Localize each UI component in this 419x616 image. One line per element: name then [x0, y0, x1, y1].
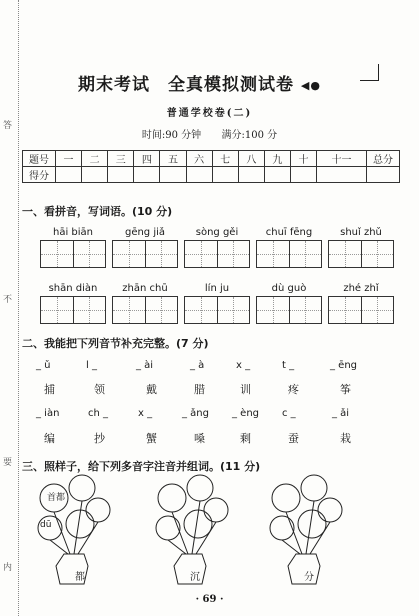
- hanzi-char: 抄: [94, 432, 105, 445]
- hanzi-char: 嗓: [194, 432, 205, 445]
- section-3-heading: 三、照样子，给下列多音字注音并组词。(11 分): [22, 460, 261, 473]
- pinyin-label: shuǐ zhǔ: [340, 227, 382, 238]
- pinyin-label: zhān chū: [122, 283, 168, 294]
- score-input-cell[interactable]: [56, 167, 82, 183]
- score-input-cell[interactable]: [238, 167, 264, 183]
- polyphone-char: 沉: [190, 572, 200, 583]
- pinyin-label: gēng jiǎ: [124, 227, 166, 238]
- table-cell: 总分: [367, 151, 400, 167]
- table-cell: 七: [212, 151, 238, 167]
- binding-mark: 内: [3, 563, 13, 573]
- section-1-heading: 一、看拼音，写词语。(10 分): [22, 205, 173, 218]
- score-input-cell[interactable]: [317, 167, 367, 183]
- page-number: · 69 ·: [195, 594, 224, 605]
- flower-vase-illustration: [30, 474, 114, 590]
- table-cell: 四: [134, 151, 160, 167]
- table-cell: 二: [82, 151, 108, 167]
- table-cell: 十一: [317, 151, 367, 167]
- syllable-blank[interactable]: _ à: [190, 360, 205, 371]
- table-cell: 一: [56, 151, 82, 167]
- writing-grid[interactable]: [40, 240, 106, 268]
- syllable-blank[interactable]: _ ǎng: [182, 408, 209, 419]
- bullet-icon: ◀●: [300, 79, 321, 92]
- pinyin-label: lín ju: [204, 283, 230, 294]
- score-input-cell[interactable]: [160, 167, 186, 183]
- hanzi-char: 训: [240, 383, 251, 396]
- syllable-blank[interactable]: _ ēng: [330, 360, 358, 371]
- binding-margin: [2, 0, 19, 616]
- table-row: [23, 167, 400, 183]
- syllable-blank[interactable]: _ ǎi: [332, 408, 350, 419]
- score-input-cell[interactable]: [212, 167, 238, 183]
- writing-grid[interactable]: [112, 240, 178, 268]
- writing-grid[interactable]: [40, 296, 106, 324]
- hanzi-char: 蟹: [146, 432, 157, 445]
- writing-grid[interactable]: [328, 240, 394, 268]
- subtitle: 普通学校卷(二): [166, 108, 253, 119]
- hanzi-char: 戴: [146, 383, 157, 396]
- table-cell: 八: [238, 151, 264, 167]
- writing-grid[interactable]: [184, 240, 250, 268]
- hanzi-char: 蚕: [288, 432, 299, 445]
- pinyin-label: hāi biān: [52, 227, 93, 238]
- writing-grid[interactable]: [256, 240, 322, 268]
- full-score: 满分:100 分: [221, 130, 278, 141]
- time-limit: 时间:90 分钟: [141, 130, 202, 141]
- score-input-cell[interactable]: [134, 167, 160, 183]
- score-input-cell[interactable]: [82, 167, 108, 183]
- hanzi-char: 捕: [44, 383, 55, 396]
- syllable-blank[interactable]: _ ài: [136, 360, 154, 371]
- table-cell: 六: [186, 151, 212, 167]
- pinyin-label: shān diàn: [48, 283, 98, 294]
- score-input-cell[interactable]: [367, 167, 400, 183]
- score-input-cell[interactable]: [108, 167, 134, 183]
- hanzi-char: 腊: [194, 383, 205, 396]
- score-input-cell[interactable]: [186, 167, 212, 183]
- polyphone-char: 分: [304, 572, 314, 583]
- hanzi-char: 编: [44, 432, 55, 445]
- table-cell: 三: [108, 151, 134, 167]
- syllable-blank[interactable]: ch _: [88, 408, 109, 419]
- writing-grid[interactable]: [328, 296, 394, 324]
- syllable-blank[interactable]: _ ǔ: [36, 360, 51, 371]
- table-cell: 得分: [23, 167, 56, 183]
- writing-grid[interactable]: [184, 296, 250, 324]
- hanzi-char: 栽: [340, 432, 351, 445]
- table-cell: 五: [160, 151, 186, 167]
- polyphone-char: 都: [75, 572, 85, 583]
- table-cell: 十: [290, 151, 316, 167]
- section-2-heading: 二、我能把下列音节补充完整。(7 分): [22, 337, 209, 350]
- pinyin-label: dù guò: [271, 283, 307, 294]
- score-input-cell[interactable]: [290, 167, 316, 183]
- syllable-blank[interactable]: l _: [86, 360, 97, 371]
- syllable-blank[interactable]: x _: [138, 408, 153, 419]
- hanzi-char: 筝: [340, 383, 351, 396]
- writing-grid[interactable]: [112, 296, 178, 324]
- pinyin-label: zhé zhǐ: [343, 283, 379, 294]
- binding-mark: 答: [3, 121, 13, 131]
- hanzi-char: 剩: [240, 432, 251, 445]
- binding-mark: 要: [3, 458, 13, 468]
- hanzi-char: 领: [94, 383, 105, 396]
- example-word: 首都: [47, 493, 66, 503]
- example-pinyin: dū: [40, 520, 52, 530]
- syllable-blank[interactable]: c _: [282, 408, 296, 419]
- corner-decoration: [360, 64, 379, 81]
- table-cell: 题号: [23, 151, 56, 167]
- title-text: 期末考试 全真模拟测试卷: [78, 75, 294, 95]
- hanzi-char: 疼: [288, 383, 299, 396]
- syllable-blank[interactable]: t _: [282, 360, 295, 371]
- table-row: [23, 151, 400, 167]
- pinyin-label: chuī fēng: [265, 227, 313, 238]
- syllable-blank[interactable]: _ iàn: [36, 408, 60, 419]
- pinyin-label: sòng gěi: [195, 227, 239, 238]
- score-input-cell[interactable]: [264, 167, 290, 183]
- writing-grid[interactable]: [256, 296, 322, 324]
- score-table: [22, 150, 400, 183]
- exam-info: [0, 126, 419, 141]
- syllable-blank[interactable]: x _: [236, 360, 251, 371]
- page-title: [78, 70, 378, 95]
- table-cell: 九: [264, 151, 290, 167]
- binding-mark: 不: [3, 295, 13, 305]
- syllable-blank[interactable]: _ èng: [232, 408, 260, 419]
